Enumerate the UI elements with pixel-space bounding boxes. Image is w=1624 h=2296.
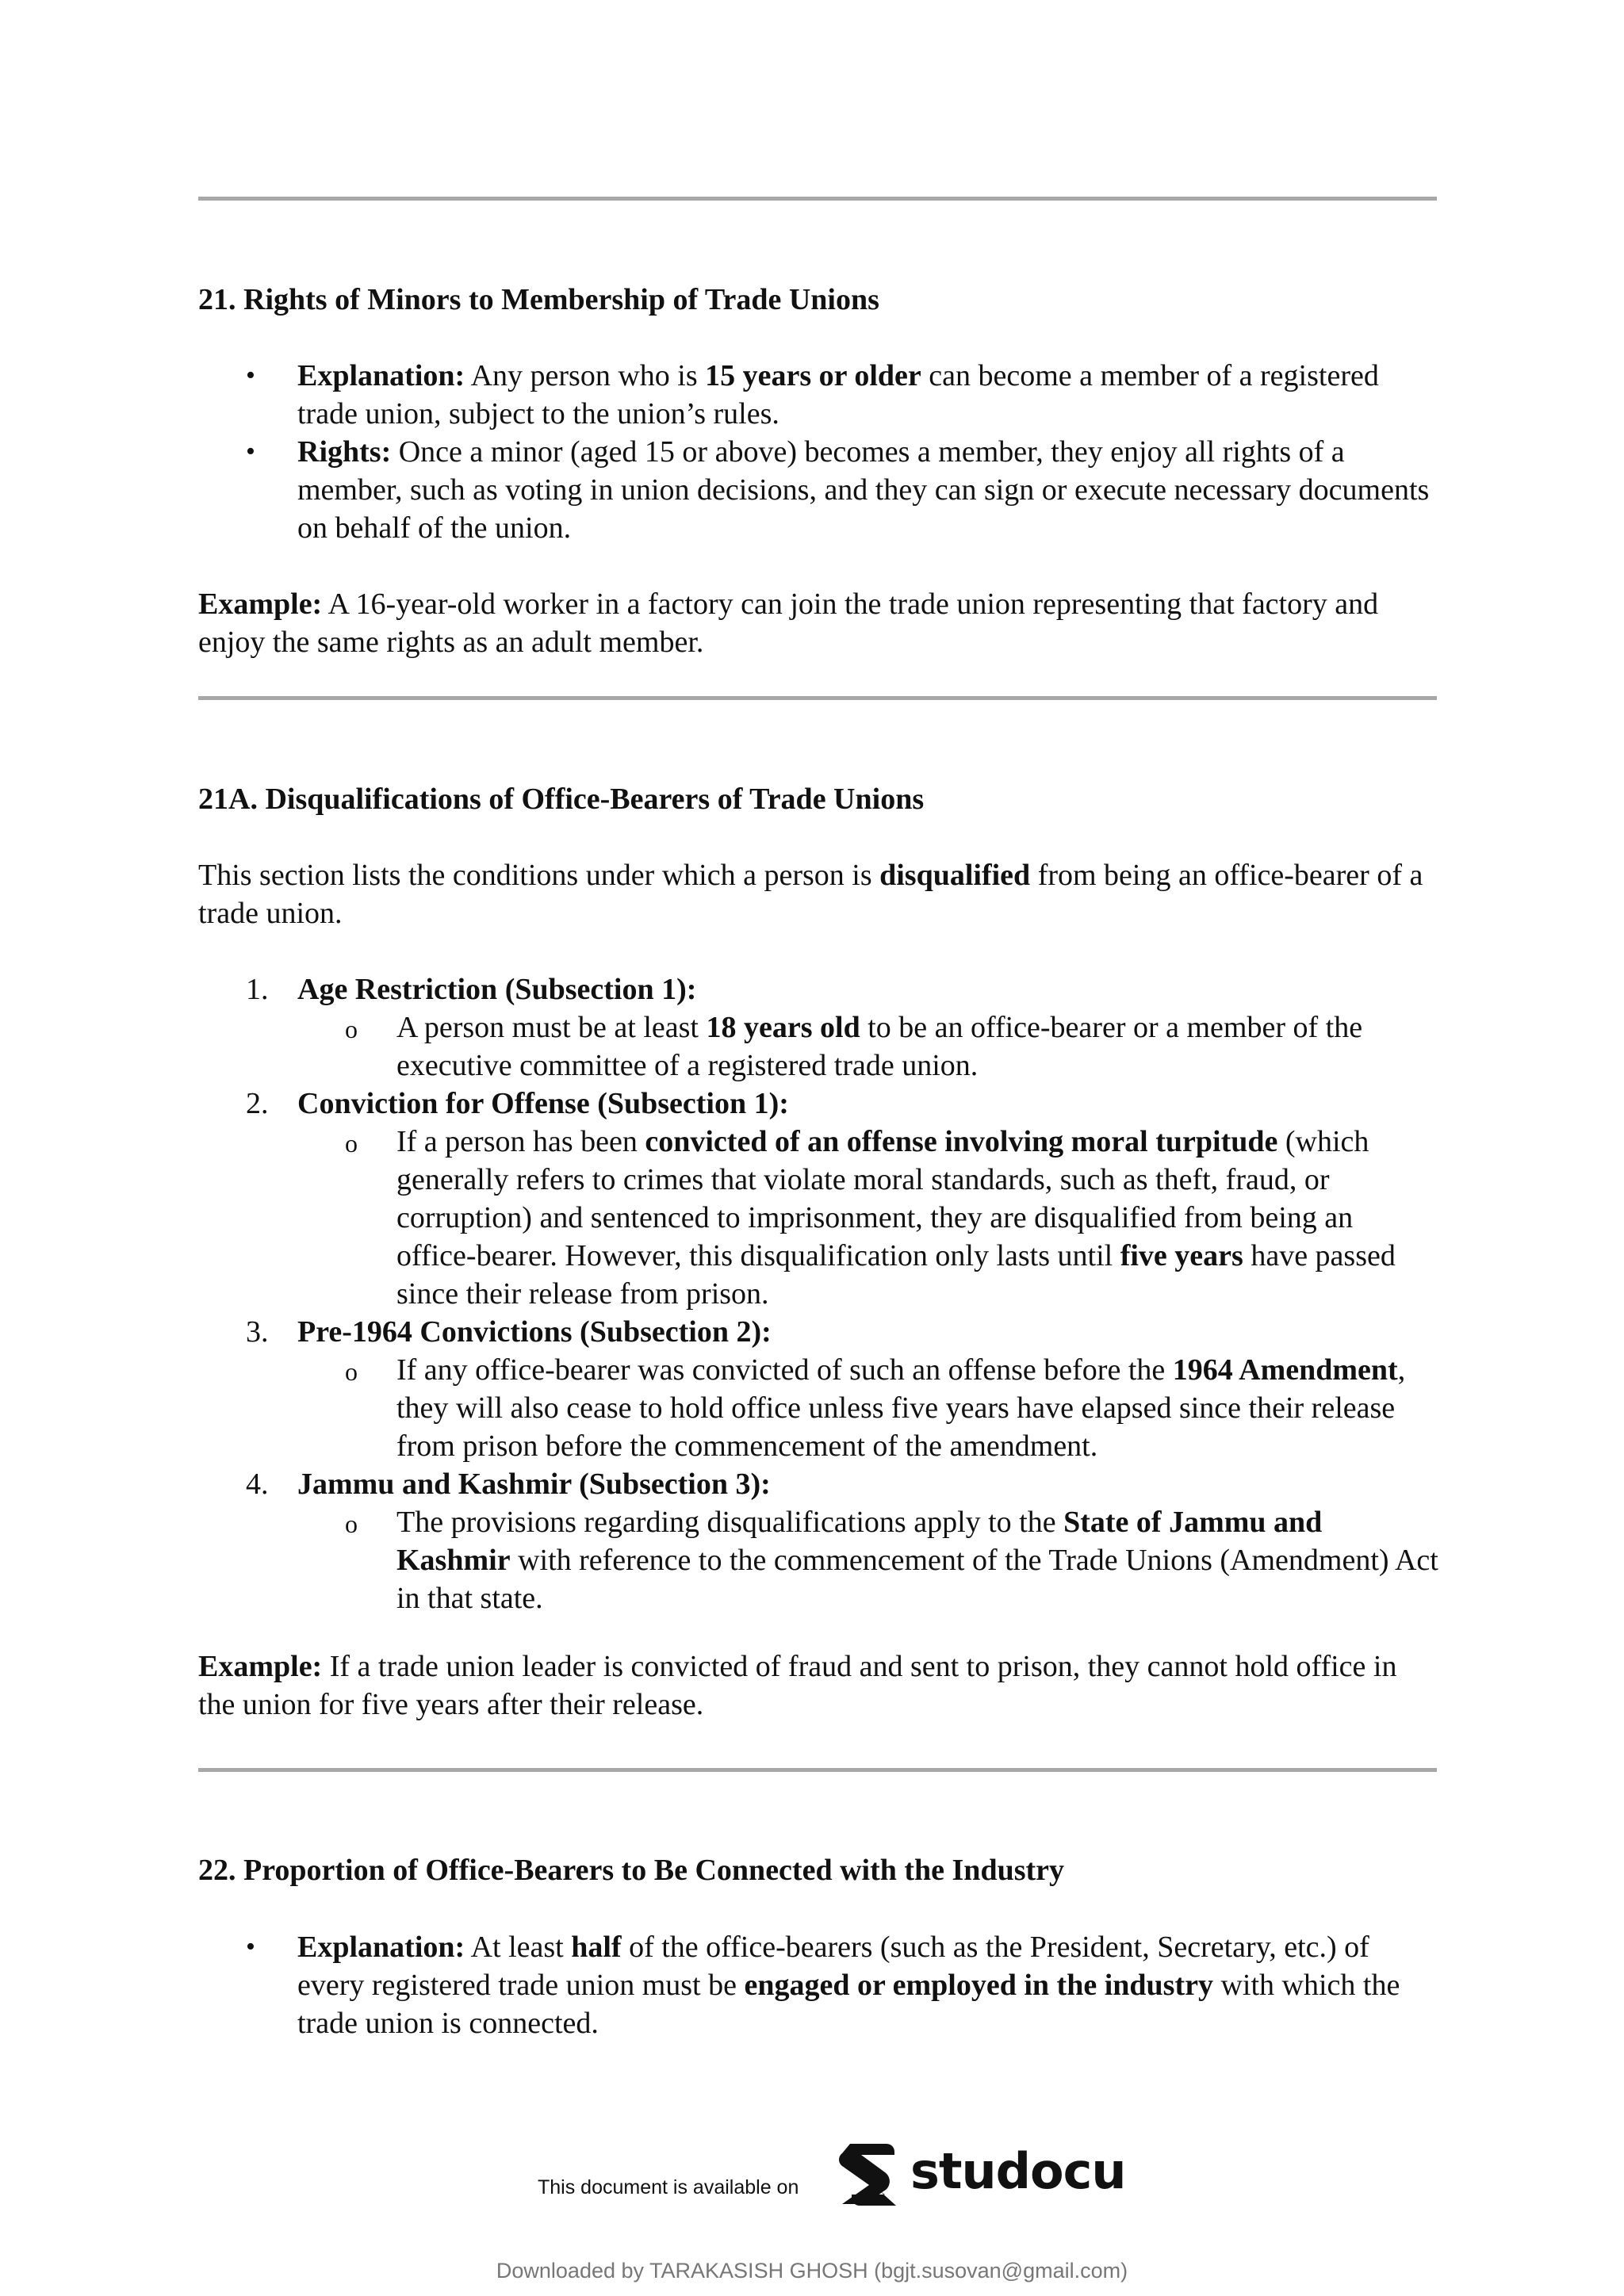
item-text: Once a minor (aged 15 or above) becomes a member, they enjoy all rights of a member, such as voting in union decisions, and they can sign or execute necessary documents on behalf of the union. bbox=[297, 435, 1430, 545]
item-text: with which the trade union is connected. bbox=[297, 1969, 1400, 2040]
download-attribution: Downloaded by TARAKASISH GHOSH (bgjt.susovan@gmail.com) bbox=[496, 2259, 1128, 2283]
list-item bbox=[198, 1085, 1440, 1313]
item-emphasis: 15 years or older bbox=[705, 359, 921, 392]
item-label: Explanation: bbox=[297, 359, 465, 392]
sub-item-emphasis: 1964 Amendment bbox=[1172, 1353, 1398, 1387]
sub-bullet-marker: o bbox=[345, 1015, 358, 1043]
horizontal-rule bbox=[198, 197, 1437, 201]
example-label: Example: bbox=[198, 587, 323, 621]
sub-item-text: If a person has been bbox=[396, 1125, 645, 1158]
example-label: Example: bbox=[198, 1650, 323, 1683]
list-item bbox=[198, 433, 1440, 547]
sub-item bbox=[198, 1123, 1440, 1313]
sub-item-text: , they will also cease to hold office unless five years have elapsed since their release from prison before the commencement of the amendment. bbox=[396, 1353, 1406, 1463]
numbered-list bbox=[198, 970, 1440, 1617]
sub-item-text: have passed since their release from prison. bbox=[396, 1239, 1396, 1311]
item-text: Any person who is bbox=[465, 359, 706, 392]
bullet-marker: • bbox=[246, 1932, 255, 1961]
item-number: 3. bbox=[246, 1315, 269, 1349]
sub-bullet-marker: o bbox=[345, 1510, 358, 1538]
sub-item bbox=[198, 1503, 1440, 1617]
bullet-marker: • bbox=[246, 361, 255, 390]
item-text: At least bbox=[465, 1931, 572, 1964]
section-heading: 22. Proportion of Office-Bearers to Be Connected with the Industry bbox=[198, 1854, 1065, 1887]
item-label: Rights: bbox=[297, 435, 392, 469]
item-title: Jammu and Kashmir (Subsection 3): bbox=[297, 1468, 771, 1501]
intro-emphasis: disqualified bbox=[879, 859, 1031, 892]
section-heading: 21. Rights of Minors to Membership of Trade Unions bbox=[198, 283, 879, 316]
list-item bbox=[198, 1465, 1440, 1617]
list-item bbox=[198, 1928, 1440, 2042]
section-heading: 21A. Disqualifications of Office-Bearers of Trade Unions bbox=[198, 783, 925, 816]
intro-text: This section lists the conditions under which a person is bbox=[198, 859, 880, 892]
list-item bbox=[198, 1313, 1440, 1465]
studocu-brand[interactable]: studocu bbox=[910, 2142, 1126, 2200]
sub-item-text: The provisions regarding disqualifications apply to the bbox=[396, 1506, 1064, 1539]
item-title: Pre-1964 Convictions (Subsection 2): bbox=[297, 1315, 772, 1349]
footer-available-text: This document is available on bbox=[538, 2176, 799, 2198]
example-text: If a trade union leader is convicted of fraud and sent to prison, they cannot hold office in the union for five years after their release. bbox=[198, 1650, 1397, 1721]
sub-bullet-marker: o bbox=[345, 1129, 358, 1158]
list-item bbox=[198, 357, 1440, 433]
intro-paragraph bbox=[198, 856, 1440, 932]
item-text: can become a member of a registered trade union, subject to the union’s rules. bbox=[297, 359, 1379, 430]
sub-item-text: with reference to the commencement of the Trade Unions (Amendment) Act in that state. bbox=[396, 1544, 1438, 1615]
item-number: 1. bbox=[246, 973, 269, 1006]
sub-item-emphasis: five years bbox=[1120, 1239, 1243, 1272]
sub-item-emphasis: State of Jammu and Kashmir bbox=[396, 1506, 1323, 1577]
example-text: A 16-year-old worker in a factory can join the trade union representing that factory and enjoy the same rights as an adult member. bbox=[198, 587, 1379, 659]
sub-bullet-marker: o bbox=[345, 1357, 358, 1386]
example-paragraph bbox=[198, 1647, 1440, 1724]
item-number: 2. bbox=[246, 1087, 269, 1120]
sub-item-emphasis: convicted of an offense involving moral turpitude bbox=[645, 1125, 1278, 1158]
horizontal-rule bbox=[198, 696, 1437, 700]
sub-item-emphasis: 18 years old bbox=[706, 1011, 860, 1044]
sub-item bbox=[198, 1008, 1440, 1085]
sub-item-text: A person must be at least bbox=[396, 1011, 707, 1044]
bullet-list bbox=[198, 1928, 1440, 2042]
example-paragraph bbox=[198, 585, 1440, 661]
item-title: Age Restriction (Subsection 1): bbox=[297, 973, 697, 1006]
sub-item bbox=[198, 1351, 1440, 1465]
horizontal-rule bbox=[198, 1768, 1437, 1772]
list-item bbox=[198, 970, 1440, 1085]
sub-item-text: (which generally refers to crimes that violate moral standards, such as theft, fraud, or corruption) and sentenced to imprisonment, they are disqualified from being an office-bearer. However, this disqualification only lasts until bbox=[396, 1125, 1369, 1272]
sub-item-text: to be an office-bearer or a member of the executive committee of a registered trade union. bbox=[396, 1011, 1363, 1082]
item-text: of the office-bearers (such as the President, Secretary, etc.) of every registered trade union must be bbox=[297, 1931, 1369, 2002]
bullet-list bbox=[198, 357, 1440, 547]
item-emphasis: half bbox=[571, 1931, 622, 1964]
item-emphasis: engaged or employed in the industry bbox=[744, 1969, 1213, 2002]
bullet-marker: • bbox=[246, 437, 255, 466]
item-number: 4. bbox=[246, 1468, 269, 1501]
item-title: Conviction for Offense (Subsection 1): bbox=[297, 1087, 789, 1120]
item-label: Explanation: bbox=[297, 1931, 465, 1964]
intro-text: from being an office-bearer of a trade union. bbox=[198, 859, 1423, 930]
sub-item-text: If any office-bearer was convicted of such an offense before the bbox=[396, 1353, 1173, 1387]
